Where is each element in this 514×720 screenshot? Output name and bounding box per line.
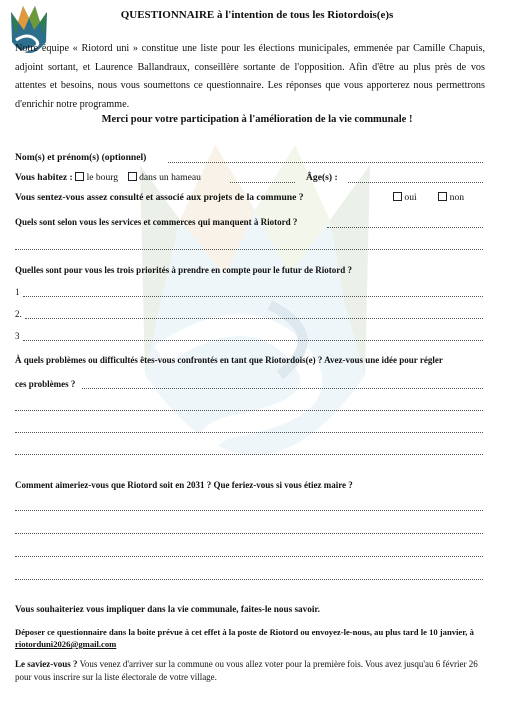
services-question: Quels sont selon vous les services et commerces qui manquent à Riotord ? [15,217,298,227]
future-question: Comment aimeriez-vous que Riotord soit en 2031 ? Que feriez-vous si vous étiez maire ? [15,480,353,490]
age-label: Âge(s) : [306,172,338,183]
deposit-instructions [15,626,485,650]
oui-checkbox[interactable] [393,192,402,201]
habitat-row [15,172,201,183]
future-answer-line-4[interactable] [15,579,483,580]
age-field[interactable] [348,182,483,183]
name-field[interactable] [168,162,483,163]
non-checkbox[interactable] [438,192,447,201]
consulted-label: Vous sentez-vous assez consulté et associé aux projets de la commune ? [15,192,304,203]
bourg-checkbox[interactable] [75,172,84,181]
thanks-line: Merci pour votre participation à l'amélioration de la vie communale ! [101,114,413,125]
saviez-vous-label: Le saviez-vous ? [15,659,78,669]
problems-answer-line-3[interactable] [15,432,483,433]
future-answer-line-2[interactable] [15,533,483,534]
problems-question-line-1: À quels problèmes ou difficultés êtes-vous confrontés en tant que Riotordois(e) ? Avez-vous une idée pour régler [15,355,443,365]
services-answer-line-2[interactable] [15,249,483,250]
problems-question-line-2: ces problèmes ? [15,379,76,389]
saviez-vous-note [15,658,485,683]
oui-label: oui [404,192,417,203]
priority-line-1[interactable] [23,296,483,297]
non-label: non [449,192,465,203]
hameau-checkbox[interactable] [128,172,137,181]
habitat-label: Vous habitez : [15,172,73,183]
deposit-text: Déposer ce questionnaire dans la boite prévue à cet effet à la poste de Riotord ou envoyez-le-nous, au plus tard le 10 janvier, à [15,627,474,637]
page-title: QUESTIONNAIRE à l'intention de tous les Riotordois(e)s [120,9,394,21]
saviez-vous-text: Vous venez d'arriver sur la commune ou vous allez voter pour la première fois. Vous avez jusqu'au 6 février 26 pour vous inscrire sur la liste électorale de votre village. [15,659,478,682]
intro-paragraph: Notre équipe « Riotord uni » constitue une liste pour les élections municipales, emmenée par Camille Chapuis, adjoint sortant, et Laurence Ballandraux, conseillère sortante de l'opposition. Afin d'être au plus près de vos attentes et besoins, nous vous soumettons ce questionnaire. Les réponses que vous apporterez nous permettrons d'enrichir notre programme. [15,43,485,110]
hameau-field[interactable] [230,182,295,183]
priority-number-1: 1 [15,287,20,297]
bourg-label: le bourg [86,172,119,183]
problems-answer-line-1[interactable] [82,388,483,389]
priority-line-3[interactable] [23,340,483,341]
services-answer-line-1[interactable] [327,227,483,228]
priorities-question: Quelles sont pour vous les trois priorités à prendre en compte pour le futur de Riotord ? [15,265,353,275]
priority-number-2: 2. [15,309,22,319]
consulted-options [393,192,464,203]
name-label: Nom(s) et prénom(s) (optionnel) [15,152,147,163]
hameau-label: dans un hameau [139,172,201,183]
involvement-line: Vous souhaiteriez vous impliquer dans la vie communale, faites-le nous savoir. [15,604,320,614]
problems-answer-line-4[interactable] [15,454,483,455]
contact-email-link[interactable]: riotorduni2026@gmail.com [15,639,117,649]
riotord-uni-watermark-logo [120,125,390,535]
future-answer-line-3[interactable] [15,556,483,557]
priority-number-3: 3 [15,331,20,341]
priority-line-2[interactable] [25,318,483,319]
future-answer-line-1[interactable] [15,510,483,511]
problems-answer-line-2[interactable] [15,410,483,411]
